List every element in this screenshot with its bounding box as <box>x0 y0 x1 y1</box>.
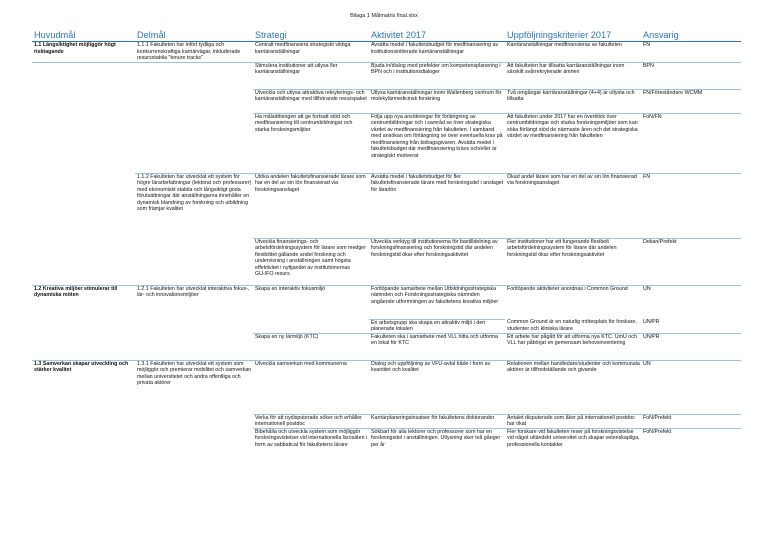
cell-uppfoljning: Att fakulteten under 2017 har en överblick över centrumbildningar och starka forskningsmiljöer som kan söka förlängt stöd de närmaste åren och det strategiska värdet av medfinansiering från fakulteten <box>505 113 641 173</box>
document-title: Bilaga 1 Målmatris final.xlsx <box>350 13 418 19</box>
cell-huvudmal <box>32 173 135 238</box>
cell-huvudmal <box>32 428 135 455</box>
cell-aktivitet: Fakulteten ska i samarbete med VLL hitta och utforma en lokal för KTC <box>369 333 505 360</box>
cell-huvudmal: 1.3 Samverkan skapar utveckling och stärker kvalitet <box>34 360 129 374</box>
cell-ansvarig: UN/PR <box>641 333 741 360</box>
cell-huvudmal <box>32 238 135 285</box>
header-huvudmal: Huvudmål <box>32 24 135 42</box>
cell-delmal: 1.2.1 Fakulteten har utvecklat interaktiva fokus-, lär- och innovationsmiljöer <box>137 285 250 299</box>
table-row <box>32 428 741 455</box>
table-row <box>32 319 741 333</box>
table-row <box>32 333 741 360</box>
table-row <box>32 414 741 428</box>
cell-delmal <box>135 62 253 89</box>
table-row <box>32 89 741 113</box>
cell-uppfoljning: Ökad andel lärare som har en del av sin lön finansierad via forskningsanslaget <box>505 173 641 238</box>
cell-strategi: Ha målsättningen att ge fortsatt stöd och medfinansiering till centrumbildningar och starka forskningsmiljöer <box>253 113 369 173</box>
cell-uppfoljning: Common Ground är en naturlig mötesplats för forskare, studenter och kliniska lärare <box>505 319 641 333</box>
table-row <box>32 42 741 63</box>
header-delmal: Delmål <box>135 24 253 42</box>
cell-delmal <box>135 319 253 333</box>
cell-delmal: 1.3.1 Fakulteten har utvecklat ett system som möjliggör och premierar mobilitet och samverkan mellan universitetet och andra offentliga och privata aktörer <box>137 360 252 387</box>
cell-ansvarig: UN <box>643 285 651 292</box>
cell-huvudmal <box>32 333 135 360</box>
header-strategi: Strategi <box>253 24 369 42</box>
cell-uppfoljning: Antalet disputerade som åker på internationell postdoc har ökat <box>505 414 641 428</box>
table-row <box>32 360 741 414</box>
cell-uppfoljning: Att fakulteten har tillsatta karriäranställningar inom särskilt svårrekryterade ämnen <box>505 62 641 89</box>
cell-uppfoljning: Ett arbete har pågått för att utforma nya KTC. UmU och VLL har påbörjat en gemensam behovsinventering <box>505 333 641 360</box>
table-row <box>32 62 741 89</box>
cell-aktivitet: Utveckla verktyg till institutionerna för bastilldelning av forskningsfinansiering och forskningstid där andelen forskningstid ökar efter forskningsaktivitet <box>369 238 505 285</box>
cell-huvudmal <box>32 89 135 113</box>
cell-strategi: Utveckla samverkan med kommunerna <box>253 360 369 414</box>
cell-aktivitet: Karriärplaneringsinsatser för fakultetens doktorander <box>369 414 505 428</box>
cell-ansvarig: FN/Föreståndare WCMM <box>641 89 741 113</box>
cell-ansvarig: Dekan/Prefekt <box>641 238 741 285</box>
cell-strategi: Centralt medfinansiera strategiskt viktiga karriäranställningar <box>253 42 369 63</box>
cell-ansvarig: UN <box>641 360 741 414</box>
cell-huvudmal <box>32 113 135 173</box>
cell-ansvarig: FoN/Prefekt <box>641 414 741 428</box>
cell-aktivitet: Sökbart för alla lektorer och professorer som har en forskningsdel i anställningen. Utlysning sker två gånger per år <box>371 428 501 448</box>
cell-aktivitet: Följa upp nya ansökningar för förlängning av centrumbildningar och i samråd se över strategiska värdet av medfinansiering från fakulteten. I samband med ansökan om förlängning se över eventuella krav på medfinansiering från bidragsgivaren. Avsätta medel i fakultetsbudget där medfinansiering krävs och/eller är strategiskt motiverat <box>369 113 505 173</box>
cell-ansvarig: BPN <box>641 62 741 89</box>
cell-aktivitet: Fortlöpande samarbete mellan Utbildningsstrategiska nämnden och Forskningsstrategiska nämnden angående utformningen av fakultetens kreativa miljöer <box>369 285 505 319</box>
cell-strategi: Verka för att nydisputerade söker och erhåller internationell postdoc <box>253 414 369 428</box>
cell-ansvarig: UN/PR <box>641 319 741 333</box>
cell-uppfoljning: Två omgångar karriäranställningar (4+4) är utlysta och tillsatta <box>505 89 641 113</box>
cell-delmal <box>135 89 253 113</box>
table-row <box>32 113 741 173</box>
cell-aktivitet: Utlysa karriäranställningar inom Wallenberg centrum för molekylärmedicinsk forskning <box>369 89 505 113</box>
cell-delmal: 1.1.1 Fakulteten har infört tydliga och konkurrenskraftiga karriärvägar, inkluderade resursstabila "tenure tracks" <box>135 42 253 63</box>
cell-huvudmal: 1.1 Långsiktighet möjliggör högt risktagande <box>32 42 135 63</box>
cell-delmal <box>135 414 253 428</box>
header-aktivitet: Aktivitet 2017 <box>369 24 505 42</box>
goal-matrix-sheet <box>32 24 741 455</box>
cell-delmal <box>135 113 253 173</box>
header-ansvarig: Ansvarig <box>641 24 741 42</box>
cell-strategi: Utveckla finansierings- och arbetsfördelningssystem för lärare som medger flexibilitet gällande andel forskning och undervisning i anställningen samt högsta effektivitet i nyttjandet av institutionernas GU-/FO resurs <box>253 238 369 285</box>
table-row <box>32 238 741 285</box>
cell-strategi: Utöka andelen fakultetsfinansierade lärare som har en del av sin lön finansierad via forskningsanslaget <box>253 173 369 238</box>
cell-uppfoljning: Fortlöpande aktiviteter anordnas i Common Ground <box>507 285 628 292</box>
cell-aktivitet: En arbetsgrupp ska skapa en attraktiv miljö i den planerade lokalen <box>369 319 505 333</box>
goal-matrix-table <box>32 24 741 455</box>
cell-strategi: Bibehålla och utveckla system som möjliggör forskningsvistelser vid internationella lärosäten i form av sabbatical för fakultetens lärare <box>255 428 368 448</box>
cell-aktivitet: Avsätta medel i fakultetsbudget för fler fakultetsfinansierade lärare med forskningsdel i anslaget för lärarlön <box>369 173 505 238</box>
cell-strategi <box>253 319 369 333</box>
cell-strategi: Utveckla och utlysa attraktiva rekryterings- och karriäranställningar med tillhörande resurspaket <box>253 89 369 113</box>
header-row <box>32 24 741 42</box>
cell-ansvarig: FN <box>641 42 741 63</box>
cell-huvudmal <box>32 319 135 333</box>
cell-uppfoljning: Karriäranställningar medfinansieras av fakulteten <box>505 42 641 63</box>
cell-delmal <box>135 333 253 360</box>
table-row <box>32 173 741 238</box>
cell-aktivitet: Dialog och uppföljning av VFU-avtal både i form av kvantitet och kvalitet <box>369 360 505 414</box>
cell-strategi: Skapa en interaktiv fokusmiljö <box>255 285 326 292</box>
cell-aktivitet: Avsätta medel i fakultetsbudget för medfinansiering av institutionsinitierade karriäranställningar <box>369 42 505 63</box>
header-uppfoljning: Uppföljningskriterier 2017 <box>505 24 641 42</box>
cell-ansvarig: FN <box>641 173 741 238</box>
cell-huvudmal <box>32 62 135 89</box>
cell-strategi: Skapa en ny lärmiljö (KTC) <box>253 333 369 360</box>
cell-uppfoljning: Fler institutioner har ett fungerande flexibelt arbetsfördelningssystem för lärare där andelen forskningstid ökar efter forskningsaktivitet <box>505 238 641 285</box>
table-row <box>32 285 741 319</box>
cell-delmal <box>135 428 253 455</box>
cell-ansvarig: FoN/Prefekt <box>643 428 672 435</box>
cell-uppfoljning: Fler forskare vid fakulteten reser på forskningsvistelse vid något utländskt universitet och skapar vetenskapliga, professionella kontakter <box>507 428 640 448</box>
cell-huvudmal: 1.2 Kreativa miljöer stimulerar till dynamiska möten <box>34 285 118 299</box>
cell-ansvarig: FoN/FN <box>641 113 741 173</box>
cell-uppfoljning: Relationen mellan handledare/studenter och kommunala aktörer är tillfredställande och givande <box>505 360 641 414</box>
cell-delmal: 1.1.2 Fakulteten har utvecklat ett system för högre lärarbefattningar (lektorat och professurer) med ekonomiskt stabila och långsiktigt goda förutsättningar där anställningarna innehåller en dynamisk blandning av forskning och utbildning som främjar kvalitet <box>137 173 252 213</box>
cell-aktivitet: Bjuda in/dialog med prefekter om kompetensplanering i BPN och i institutionsdialoger <box>369 62 505 89</box>
cell-strategi: Stimulera institutioner att utlysa fler karriäranställningar <box>253 62 369 89</box>
cell-huvudmal <box>32 414 135 428</box>
cell-delmal <box>135 238 253 285</box>
